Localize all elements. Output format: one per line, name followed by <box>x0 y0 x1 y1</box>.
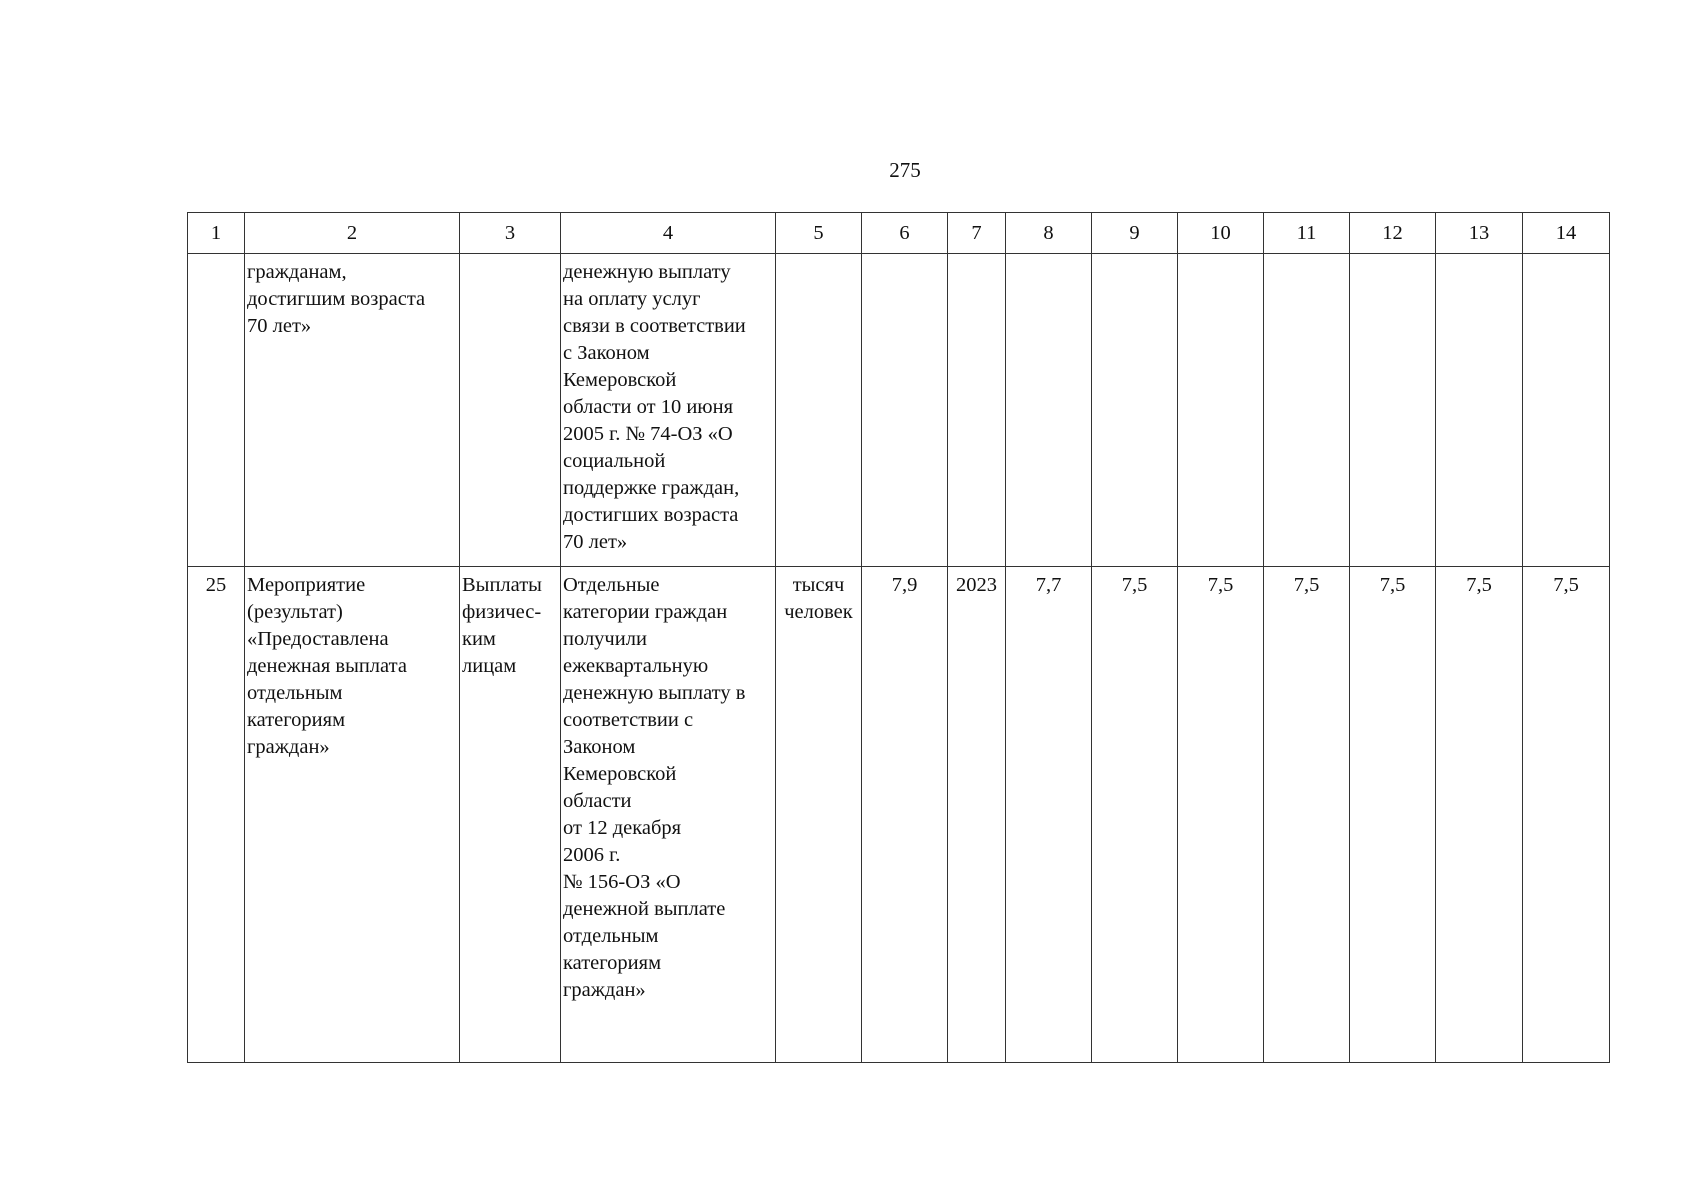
header-cell-3: 3 <box>460 213 561 254</box>
cell-line: граждан» <box>247 736 330 758</box>
table-row-continuation <box>188 254 1610 567</box>
cell-line: лицам <box>462 655 517 677</box>
header-cell-8: 8 <box>1006 213 1092 254</box>
cont-cell-number <box>188 254 245 567</box>
cell-line: Кемеровской <box>563 763 677 785</box>
cell-line: (результат) <box>247 601 343 623</box>
item-cell-col12: 7,5 <box>1350 567 1436 1063</box>
header-cell-10: 10 <box>1178 213 1264 254</box>
cell-line: денежной выплате <box>563 898 726 920</box>
item-cell-col11: 7,5 <box>1264 567 1350 1063</box>
cell-line: на оплату услуг <box>563 288 701 310</box>
item-cell-base-year: 2023 <box>948 567 1006 1063</box>
cell-line: соответствии с <box>563 709 694 731</box>
table-header-row <box>188 213 1610 254</box>
cell-line: Мероприятие <box>247 574 366 596</box>
header-cell-13: 13 <box>1436 213 1523 254</box>
header-cell-11: 11 <box>1264 213 1350 254</box>
cell-line: граждан» <box>563 979 646 1001</box>
cont-cell-col11 <box>1264 254 1350 567</box>
item-cell-type <box>460 567 561 1063</box>
cont-cell-base-value <box>862 254 948 567</box>
header-cell-9: 9 <box>1092 213 1178 254</box>
cont-cell-base-year <box>948 254 1006 567</box>
cell-line: получили <box>563 628 647 650</box>
header-cell-12: 12 <box>1350 213 1436 254</box>
cell-line: категориям <box>563 952 662 974</box>
cell-line: области <box>563 790 632 812</box>
cell-line: ким <box>462 628 496 650</box>
cell-line: № 156-ОЗ «О <box>563 871 681 893</box>
item-cell-col8: 7,7 <box>1006 567 1092 1063</box>
cell-line: Законом <box>563 736 636 758</box>
header-cell-7: 7 <box>948 213 1006 254</box>
cont-cell-col9 <box>1092 254 1178 567</box>
cell-line: тысяч <box>792 574 845 596</box>
cell-line: Кемеровской <box>563 369 677 391</box>
cell-line: отдельным <box>247 682 343 704</box>
item-cell-name <box>245 567 460 1063</box>
cell-line: достигших возраста <box>563 504 739 526</box>
page-number: 275 <box>889 158 921 182</box>
cell-line: области от 10 июня <box>563 396 734 418</box>
header-cell-5: 5 <box>776 213 862 254</box>
cell-line: гражданам, <box>247 261 347 283</box>
cont-cell-col10 <box>1178 254 1264 567</box>
cont-cell-col14 <box>1523 254 1610 567</box>
cont-cell-col8 <box>1006 254 1092 567</box>
cell-line: Выплаты <box>462 574 542 596</box>
item-cell-col13: 7,5 <box>1436 567 1523 1063</box>
cell-line: связи в соответствии <box>563 315 746 337</box>
cont-cell-col12 <box>1350 254 1436 567</box>
cell-line: поддержке граждан, <box>563 477 740 499</box>
cell-line: социальной <box>563 450 666 472</box>
cell-line: 2005 г. № 74-ОЗ «О <box>563 423 733 445</box>
cell-line: человек <box>784 601 853 623</box>
item-cell-col9: 7,5 <box>1092 567 1178 1063</box>
cell-line: категории граждан <box>563 601 728 623</box>
cell-line: 70 лет» <box>247 315 312 337</box>
cont-cell-unit <box>776 254 862 567</box>
header-cell-6: 6 <box>862 213 948 254</box>
item-cell-col14: 7,5 <box>1523 567 1610 1063</box>
item-cell-col10: 7,5 <box>1178 567 1264 1063</box>
row-number-cell: 25 <box>188 567 245 1063</box>
cell-line: категориям <box>247 709 346 731</box>
cell-line: денежную выплату в <box>563 682 746 704</box>
item-cell-description <box>561 567 776 1063</box>
item-cell-base-value: 7,9 <box>862 567 948 1063</box>
indicators-table <box>187 212 1610 1063</box>
header-cell-14: 14 <box>1523 213 1610 254</box>
cell-line: отдельным <box>563 925 659 947</box>
cell-line: «Предоставлена <box>247 628 389 650</box>
item-cell-unit <box>776 567 862 1063</box>
cont-cell-type <box>460 254 561 567</box>
cell-line: ежеквартальную <box>563 655 709 677</box>
cell-line: денежная выплата <box>247 655 407 677</box>
header-cell-1: 1 <box>188 213 245 254</box>
cell-line: с Законом <box>563 342 650 364</box>
header-cell-2: 2 <box>245 213 460 254</box>
cont-cell-description <box>561 254 776 567</box>
cell-line: 70 лет» <box>563 531 628 553</box>
cell-line: физичес- <box>462 601 542 623</box>
cont-cell-col13 <box>1436 254 1523 567</box>
cont-cell-name <box>245 254 460 567</box>
cell-line: достигшим возраста <box>247 288 426 310</box>
cell-line: от 12 декабря <box>563 817 682 839</box>
header-cell-4: 4 <box>561 213 776 254</box>
cell-line: денежную выплату <box>563 261 731 283</box>
cell-line: Отдельные <box>563 574 660 596</box>
cell-line: 2006 г. <box>563 844 621 866</box>
table-row-25 <box>188 567 1610 1063</box>
